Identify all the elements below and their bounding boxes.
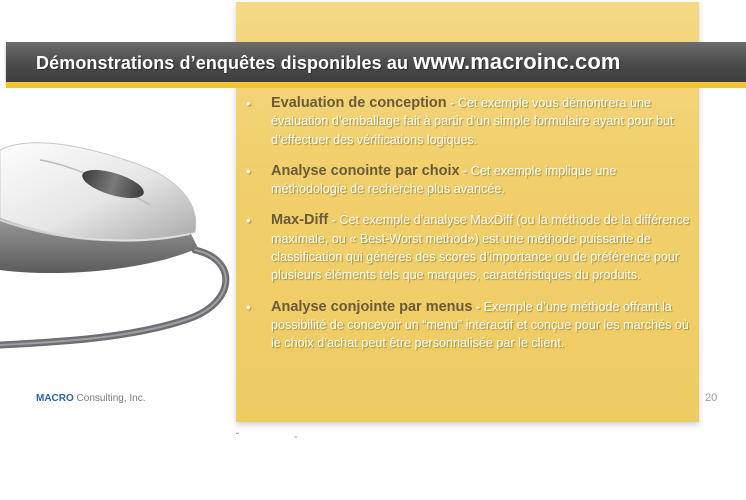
list-item: • Max-Diff - Cet exemple d’analyse MaxDiff (ou la méthode de la différence maximale, ou « Best-Worst method») est une méthode puissante de classification qui génères des scores d’importance ou de préférence pour plusieurs éléments tels que marques, caractéristiques du produits.: [246, 212, 690, 283]
bullet-icon: •: [246, 212, 251, 229]
survey-demo-list: [242, 94, 694, 366]
website-url: www.macroinc.com: [413, 49, 621, 74]
bullet-icon: •: [246, 95, 251, 111]
bullet-heading: Analyse conointe par choix: [271, 162, 460, 179]
bullet-text: Cet exemple vous démontrera une évaluation d’emballage fait à partir d’un simple formulaire ayant pour but d’effectuer des vérifications logiques.: [271, 96, 674, 147]
bullet-icon: •: [246, 162, 251, 179]
list-item: • Analyse conointe par choix - Cet exemple implique une méthodologie de recherche plus avancée.: [246, 162, 617, 197]
bullet-text: Exemple d’une méthode offrant la possibilité de concevoir un “menu” interactif et conçue pour les marchés où le choix d’achat peut être personnalisée par le client.: [271, 299, 689, 351]
bullet-heading: Evaluation de conception: [271, 95, 447, 111]
list-item: • Analyse conjointe par menus - Exemple d’une méthode offrant la possibilité de concevoir un “menu” interactif et conçue pour les marchés où le choix d’achat peut être personnalisée par le client.: [246, 298, 689, 351]
title-accent-bar: [6, 82, 746, 88]
bullet-heading: Analyse conjointe par menus: [271, 298, 473, 315]
footer-brand: MACRO: [36, 393, 74, 404]
bullet-icon: •: [246, 298, 251, 315]
bullet-heading: Max-Diff: [271, 212, 329, 229]
bullet-text: Cet exemple implique une méthodologie de recherche plus avancée.: [271, 163, 617, 197]
title-banner: [6, 42, 746, 82]
bullet-text: Cet exemple d’analyse MaxDiff (ou la méthode de la différence maximale, ou « Best-Worst method») est une méthode puissante de classification qui génères des scores d’importance ou de préférence pour plusieurs éléments tels que marques, caractéristiques du produits.: [271, 213, 690, 283]
stray-marks: ˘ -: [236, 432, 324, 443]
footer-company: [36, 393, 146, 404]
page-title: Démonstrations d’enquêtes disponibles au www.macroinc.com: [36, 49, 621, 74]
computer-mouse-image: [0, 120, 240, 370]
page-number: 20: [705, 392, 718, 404]
footer-company-name: Consulting, Inc.: [73, 393, 146, 404]
list-item: • Evaluation de conception - Cet exemple vous démontrera une évaluation d’emballage fait à partir d’un simple formulaire ayant pour but d’effectuer des vérifications logiques.: [246, 95, 674, 147]
